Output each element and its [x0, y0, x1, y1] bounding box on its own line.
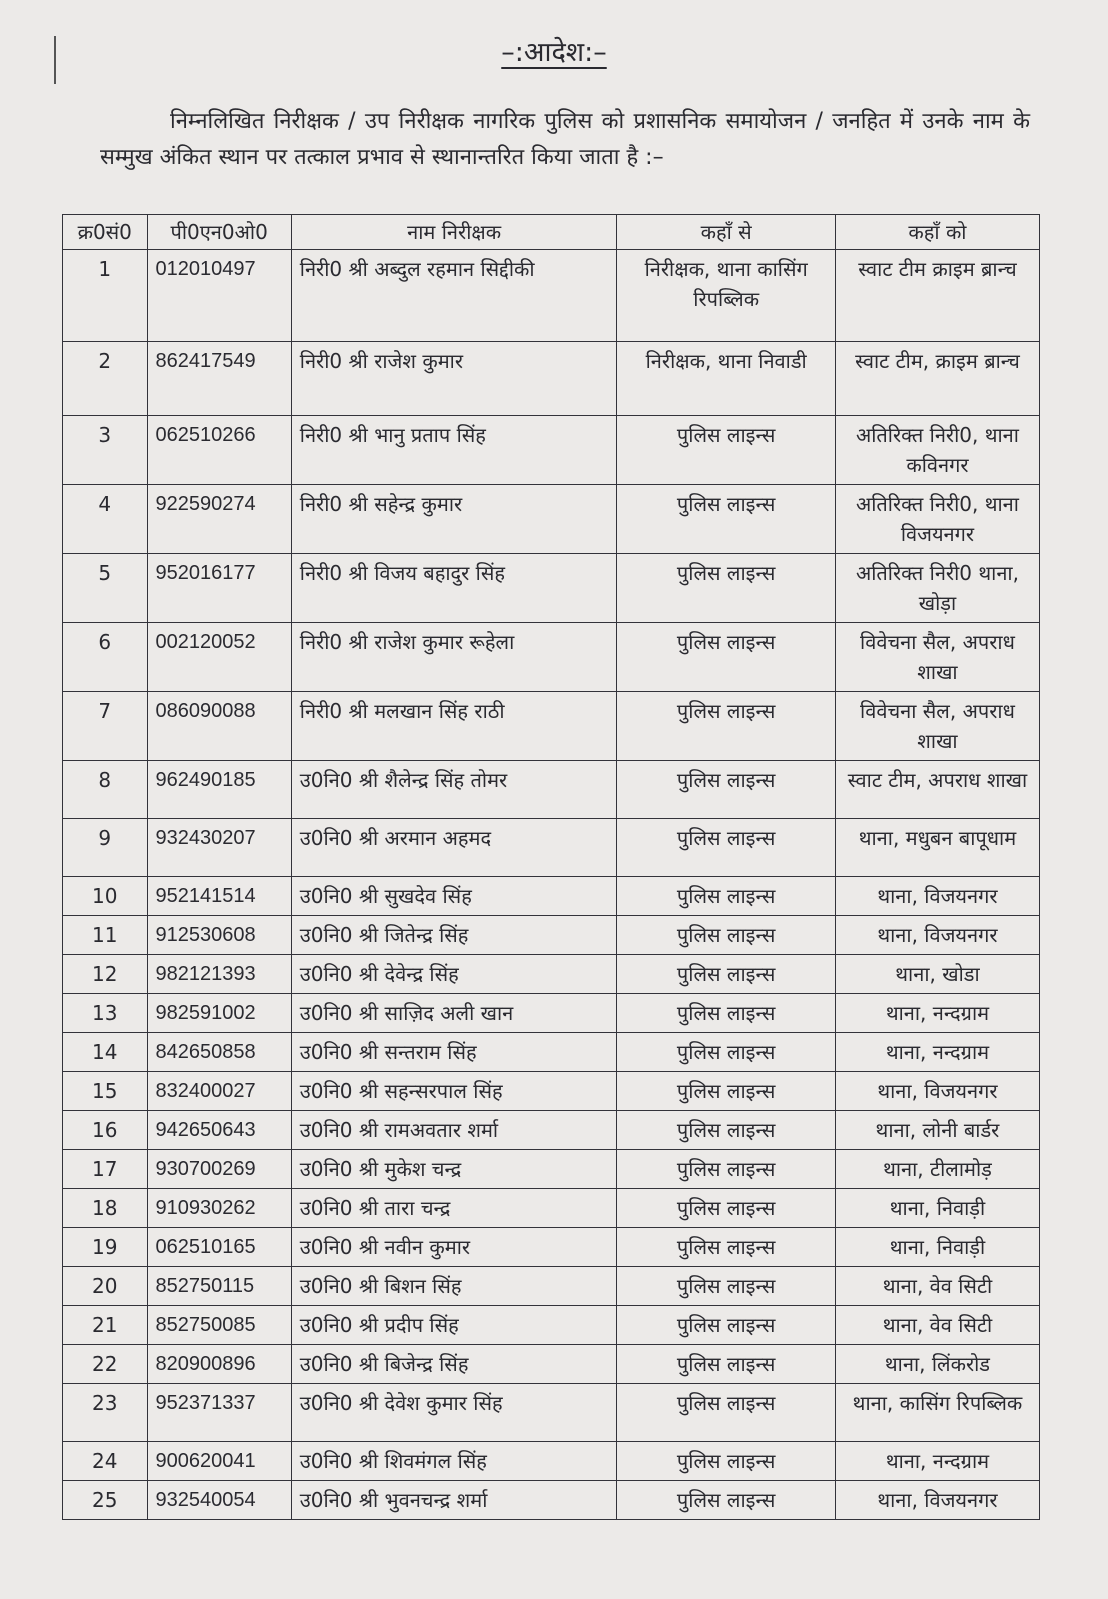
- cell-sn: 14: [63, 1033, 148, 1072]
- cell-sn: 7: [63, 692, 148, 761]
- cell-sn: 8: [63, 761, 148, 819]
- cell-pno: 852750115: [147, 1267, 291, 1306]
- cell-from: पुलिस लाइन्स: [617, 416, 835, 485]
- cell-to: थाना, लिंकरोड: [835, 1345, 1039, 1384]
- cell-to: थाना, वेव सिटी: [835, 1306, 1039, 1345]
- cell-from: पुलिस लाइन्स: [617, 1228, 835, 1267]
- cell-name: उ0नि0 श्री सन्तराम सिंह: [291, 1033, 617, 1072]
- cell-pno: 062510165: [147, 1228, 291, 1267]
- cell-pno: 002120052: [147, 623, 291, 692]
- cell-sn: 5: [63, 554, 148, 623]
- cell-to: थाना, निवाड़ी: [835, 1228, 1039, 1267]
- cell-sn: 19: [63, 1228, 148, 1267]
- cell-pno: 852750085: [147, 1306, 291, 1345]
- cell-from: पुलिस लाइन्स: [617, 819, 835, 877]
- cell-to: विवेचना सैल, अपराध शाखा: [835, 623, 1039, 692]
- table-row: [63, 994, 1040, 1033]
- cell-sn: 13: [63, 994, 148, 1033]
- transfer-table: [62, 214, 1040, 1520]
- cell-from: पुलिस लाइन्स: [617, 1306, 835, 1345]
- cell-pno: 952016177: [147, 554, 291, 623]
- table-row: [63, 1228, 1040, 1267]
- cell-pno: 952141514: [147, 877, 291, 916]
- cell-name: निरी0 श्री मलखान सिंह राठी: [291, 692, 617, 761]
- header-serial: क्र0सं0: [63, 215, 148, 250]
- cell-pno: 842650858: [147, 1033, 291, 1072]
- cell-from: पुलिस लाइन्स: [617, 761, 835, 819]
- table-row: [63, 554, 1040, 623]
- cell-name: उ0नि0 श्री बिजेन्द्र सिंह: [291, 1345, 617, 1384]
- cell-from: निरीक्षक, थाना कासिंग रिपब्लिक: [617, 250, 835, 342]
- cell-from: पुलिस लाइन्स: [617, 1111, 835, 1150]
- cell-from: पुलिस लाइन्स: [617, 1442, 835, 1481]
- cell-name: उ0नि0 श्री शैलेन्द्र सिंह तोमर: [291, 761, 617, 819]
- cell-pno: 012010497: [147, 250, 291, 342]
- cell-pno: 062510266: [147, 416, 291, 485]
- cell-to: थाना, मधुबन बापूधाम: [835, 819, 1039, 877]
- header-to: कहाँ को: [835, 215, 1039, 250]
- cell-name: उ0नि0 श्री देवेश कुमार सिंह: [291, 1384, 617, 1442]
- cell-pno: 930700269: [147, 1150, 291, 1189]
- cell-sn: 12: [63, 955, 148, 994]
- cell-pno: 932540054: [147, 1481, 291, 1520]
- cell-sn: 17: [63, 1150, 148, 1189]
- table-row: [63, 1150, 1040, 1189]
- cell-sn: 1: [63, 250, 148, 342]
- cell-to: थाना, नन्दग्राम: [835, 1442, 1039, 1481]
- cell-from: पुलिस लाइन्स: [617, 1384, 835, 1442]
- cell-to: थाना, निवाड़ी: [835, 1189, 1039, 1228]
- cell-name: उ0नि0 श्री भुवनचन्द्र शर्मा: [291, 1481, 617, 1520]
- cell-sn: 4: [63, 485, 148, 554]
- cell-name: उ0नि0 श्री सुखदेव सिंह: [291, 877, 617, 916]
- cell-sn: 6: [63, 623, 148, 692]
- cell-to: थाना, विजयनगर: [835, 877, 1039, 916]
- cell-name: निरी0 श्री अब्दुल रहमान सिद्दीकी: [291, 250, 617, 342]
- cell-to: थाना, विजयनगर: [835, 916, 1039, 955]
- table-row: [63, 342, 1040, 416]
- cell-name: उ0नि0 श्री साज़िद अली खान: [291, 994, 617, 1033]
- cell-sn: 3: [63, 416, 148, 485]
- cell-name: निरी0 श्री राजेश कुमार: [291, 342, 617, 416]
- cell-pno: 832400027: [147, 1072, 291, 1111]
- cell-from: पुलिस लाइन्स: [617, 554, 835, 623]
- table-row: [63, 955, 1040, 994]
- cell-name: उ0नि0 श्री मुकेश चन्द्र: [291, 1150, 617, 1189]
- cell-from: पुलिस लाइन्स: [617, 955, 835, 994]
- cell-to: थाना, नन्दग्राम: [835, 994, 1039, 1033]
- cell-name: उ0नि0 श्री अरमान अहमद: [291, 819, 617, 877]
- cell-from: पुलिस लाइन्स: [617, 916, 835, 955]
- table-row: [63, 1189, 1040, 1228]
- cell-to: थाना, कासिंग रिपब्लिक: [835, 1384, 1039, 1442]
- table-row: [63, 485, 1040, 554]
- cell-sn: 9: [63, 819, 148, 877]
- cell-from: पुलिस लाइन्स: [617, 1481, 835, 1520]
- cell-pno: 922590274: [147, 485, 291, 554]
- cell-from: पुलिस लाइन्स: [617, 1033, 835, 1072]
- cell-name: उ0नि0 श्री तारा चन्द्र: [291, 1189, 617, 1228]
- table-row: [63, 1072, 1040, 1111]
- cell-from: निरीक्षक, थाना निवाडी: [617, 342, 835, 416]
- table-row: [63, 1442, 1040, 1481]
- intro-paragraph: निम्नलिखित निरीक्षक / उप निरीक्षक नागरिक पुलिस को प्रशासनिक समायोजन / जनहित में उनके नाम के सम्मुख अंकित स्थान पर तत्काल प्रभाव से स्थानान्तरित किया जाता है :–: [100, 109, 1030, 170]
- header-name: नाम निरीक्षक: [291, 215, 617, 250]
- cell-sn: 2: [63, 342, 148, 416]
- cell-from: पुलिस लाइन्स: [617, 1345, 835, 1384]
- cell-to: स्वाट टीम, अपराध शाखा: [835, 761, 1039, 819]
- table-row: [63, 692, 1040, 761]
- cell-sn: 22: [63, 1345, 148, 1384]
- table-row: [63, 819, 1040, 877]
- cell-to: थाना, लोनी बार्डर: [835, 1111, 1039, 1150]
- cell-pno: 932430207: [147, 819, 291, 877]
- cell-name: उ0नि0 श्री सहन्सरपाल सिंह: [291, 1072, 617, 1111]
- cell-pno: 820900896: [147, 1345, 291, 1384]
- cell-to: थाना, विजयनगर: [835, 1481, 1039, 1520]
- cell-sn: 11: [63, 916, 148, 955]
- cell-from: पुलिस लाइन्स: [617, 877, 835, 916]
- cell-name: उ0नि0 श्री नवीन कुमार: [291, 1228, 617, 1267]
- cell-pno: 900620041: [147, 1442, 291, 1481]
- cell-name: उ0नि0 श्री रामअवतार शर्मा: [291, 1111, 617, 1150]
- cell-from: पुलिस लाइन्स: [617, 692, 835, 761]
- cell-from: पुलिस लाइन्स: [617, 1150, 835, 1189]
- table-row: [63, 1345, 1040, 1384]
- cell-sn: 16: [63, 1111, 148, 1150]
- cell-name: उ0नि0 श्री देवेन्द्र सिंह: [291, 955, 617, 994]
- order-title-text: –:आदेश:–: [501, 37, 607, 68]
- cell-sn: 15: [63, 1072, 148, 1111]
- cell-name: उ0नि0 श्री जितेन्द्र सिंह: [291, 916, 617, 955]
- cell-from: पुलिस लाइन्स: [617, 1072, 835, 1111]
- cell-to: स्वाट टीम क्राइम ब्रान्च: [835, 250, 1039, 342]
- cell-sn: 25: [63, 1481, 148, 1520]
- cell-to: अतिरिक्त निरी0, थाना कविनगर: [835, 416, 1039, 485]
- cell-name: निरी0 श्री विजय बहादुर सिंह: [291, 554, 617, 623]
- cell-to: विवेचना सैल, अपराध शाखा: [835, 692, 1039, 761]
- cell-pno: 952371337: [147, 1384, 291, 1442]
- table-row: [63, 761, 1040, 819]
- cell-from: पुलिस लाइन्स: [617, 485, 835, 554]
- cell-from: पुलिस लाइन्स: [617, 1189, 835, 1228]
- cell-pno: 086090088: [147, 692, 291, 761]
- table-row: [63, 1033, 1040, 1072]
- cell-sn: 24: [63, 1442, 148, 1481]
- cell-sn: 21: [63, 1306, 148, 1345]
- table-row: [63, 916, 1040, 955]
- cell-to: थाना, टीलामोड़: [835, 1150, 1039, 1189]
- cell-name: उ0नि0 श्री बिशन सिंह: [291, 1267, 617, 1306]
- cell-to: अतिरिक्त निरी0 थाना, खोड़ा: [835, 554, 1039, 623]
- cell-name: उ0नि0 श्री शिवमंगल सिंह: [291, 1442, 617, 1481]
- header-pno: पी0एन0ओ0: [147, 215, 291, 250]
- table-row: [63, 1306, 1040, 1345]
- cell-sn: 20: [63, 1267, 148, 1306]
- table-header-row: [63, 215, 1040, 250]
- cell-to: अतिरिक्त निरी0, थाना विजयनगर: [835, 485, 1039, 554]
- cell-pno: 862417549: [147, 342, 291, 416]
- cell-name: निरी0 श्री भानु प्रताप सिंह: [291, 416, 617, 485]
- cell-pno: 982121393: [147, 955, 291, 994]
- cell-from: पुलिस लाइन्स: [617, 994, 835, 1033]
- cell-sn: 10: [63, 877, 148, 916]
- order-title: [0, 32, 1108, 69]
- table-row: [63, 1267, 1040, 1306]
- cell-to: थाना, नन्दग्राम: [835, 1033, 1039, 1072]
- cell-to: थाना, खोडा: [835, 955, 1039, 994]
- cell-pno: 910930262: [147, 1189, 291, 1228]
- table-row: [63, 250, 1040, 342]
- cell-pno: 912530608: [147, 916, 291, 955]
- cell-pno: 982591002: [147, 994, 291, 1033]
- table-row: [63, 1111, 1040, 1150]
- table-row: [63, 416, 1040, 485]
- table-row: [63, 1384, 1040, 1442]
- cell-from: पुलिस लाइन्स: [617, 1267, 835, 1306]
- cell-name: उ0नि0 श्री प्रदीप सिंह: [291, 1306, 617, 1345]
- cell-sn: 18: [63, 1189, 148, 1228]
- cell-to: थाना, वेव सिटी: [835, 1267, 1039, 1306]
- cell-name: निरी0 श्री सहेन्द्र कुमार: [291, 485, 617, 554]
- table-row: [63, 877, 1040, 916]
- cell-to: स्वाट टीम, क्राइम ब्रान्च: [835, 342, 1039, 416]
- cell-pno: 942650643: [147, 1111, 291, 1150]
- table-row: [63, 623, 1040, 692]
- table-row: [63, 1481, 1040, 1520]
- cell-from: पुलिस लाइन्स: [617, 623, 835, 692]
- cell-name: निरी0 श्री राजेश कुमार रूहेला: [291, 623, 617, 692]
- cell-pno: 962490185: [147, 761, 291, 819]
- cell-sn: 23: [63, 1384, 148, 1442]
- header-from: कहाँ से: [617, 215, 835, 250]
- cell-to: थाना, विजयनगर: [835, 1072, 1039, 1111]
